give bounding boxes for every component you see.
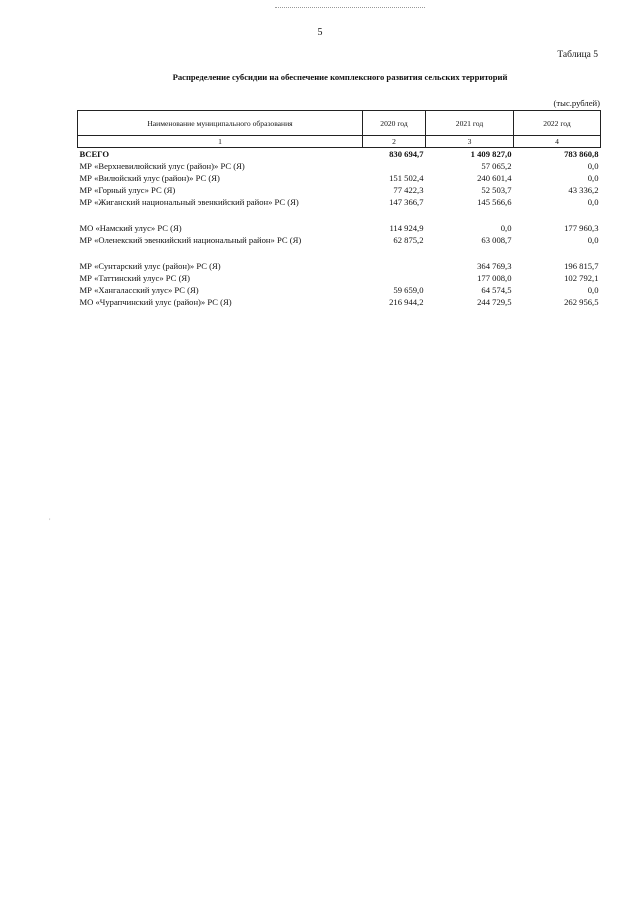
table-row: [78, 272, 601, 284]
table-row: [78, 234, 601, 246]
row-name: МР «Сунтарский улус (район)» РС (Я): [79, 261, 221, 271]
row-2020: 62 875,2: [393, 235, 424, 245]
row-2022: 0,0: [587, 285, 599, 295]
row-2022: 102 792,1: [564, 273, 599, 283]
row-2020: [363, 260, 426, 272]
header-2020: 2020 год: [363, 111, 426, 136]
row-2022: 0,0: [587, 161, 599, 171]
header-scan-line: [275, 7, 425, 8]
header-2022: 2022 год: [514, 111, 601, 136]
row-2020: [363, 272, 426, 284]
total-label: ВСЕГО: [79, 149, 110, 159]
row-2021: 244 729,5: [477, 297, 512, 307]
row-2022: 43 336,2: [568, 185, 599, 195]
subsidy-table: [77, 110, 601, 308]
table-row: [78, 260, 601, 272]
row-name: МР «Вилюйский улус (район)» РС (Я): [79, 173, 220, 183]
row-2022: 0,0: [587, 235, 599, 245]
row-2020: 216 944,2: [389, 297, 424, 307]
table-title: Распределение субсидии на обеспечение комплексного развития сельских территорий: [172, 72, 508, 82]
row-2020: 114 924,9: [389, 223, 424, 233]
row-name: МР «Хангаласский улус» РС (Я): [79, 285, 199, 295]
spacer-row: [78, 246, 601, 260]
row-2021: 64 574,5: [481, 285, 512, 295]
row-name: МО «Намский улус» РС (Я): [79, 223, 182, 233]
row-2022: 0,0: [587, 173, 599, 183]
column-number: 3: [426, 136, 514, 148]
column-number-row: [78, 136, 601, 148]
row-2020: [363, 160, 426, 172]
table-row: [78, 196, 601, 208]
header-name: Наименование муниципального образования: [78, 111, 363, 136]
total-row: [78, 148, 601, 161]
row-2021: 240 601,4: [477, 173, 512, 183]
row-2022: 262 956,5: [564, 297, 599, 307]
row-name: МР «Оленекский эвенкийский национальный район» РС (Я): [79, 235, 302, 245]
row-name: МР «Таттинский улус» РС (Я): [79, 273, 191, 283]
table-row: [78, 284, 601, 296]
row-name: МО «Чурапчинский улус (район)» РС (Я): [79, 297, 232, 307]
row-2021: 177 008,0: [477, 273, 512, 283]
row-name: МР «Горный улус» РС (Я): [79, 185, 176, 195]
table-row: [78, 160, 601, 172]
row-name: МР «Жиганский национальный эвенкийский район» РС (Я): [79, 197, 299, 207]
table-row: [78, 222, 601, 234]
row-2022: 0,0: [587, 197, 599, 207]
scan-artifact: ,: [49, 515, 51, 521]
column-number: 2: [363, 136, 426, 148]
row-2021: 145 566,6: [477, 197, 512, 207]
row-2020: 77 422,3: [393, 185, 424, 195]
row-2020: 59 659,0: [393, 285, 424, 295]
row-2020: 151 502,4: [389, 173, 424, 183]
spacer-row: [78, 208, 601, 222]
table-row: [78, 296, 601, 308]
row-2020: 147 366,7: [389, 197, 424, 207]
row-2021: 63 008,7: [481, 235, 512, 245]
table-row: [78, 184, 601, 196]
row-2021: 57 065,2: [481, 161, 512, 171]
row-2022: 177 960,3: [564, 223, 599, 233]
header-row: [78, 111, 601, 136]
page-number: 5: [317, 27, 323, 38]
row-2021: 0,0: [500, 223, 512, 233]
column-number: 1: [78, 136, 363, 148]
total-2021: 1 409 827,0: [470, 149, 512, 159]
total-2022: 783 860,8: [564, 149, 599, 159]
row-2021: 364 769,3: [477, 261, 512, 271]
units-label: (тыс.рублей): [553, 98, 600, 108]
row-2022: 196 815,7: [564, 261, 599, 271]
table-label: Таблица 5: [557, 50, 598, 60]
row-name: МР «Верхневилюйский улус (район)» РС (Я): [79, 161, 245, 171]
header-2021: 2021 год: [426, 111, 514, 136]
row-2021: 52 503,7: [481, 185, 512, 195]
column-number: 4: [514, 136, 601, 148]
table-row: [78, 172, 601, 184]
total-2020: 830 694,7: [389, 149, 424, 159]
